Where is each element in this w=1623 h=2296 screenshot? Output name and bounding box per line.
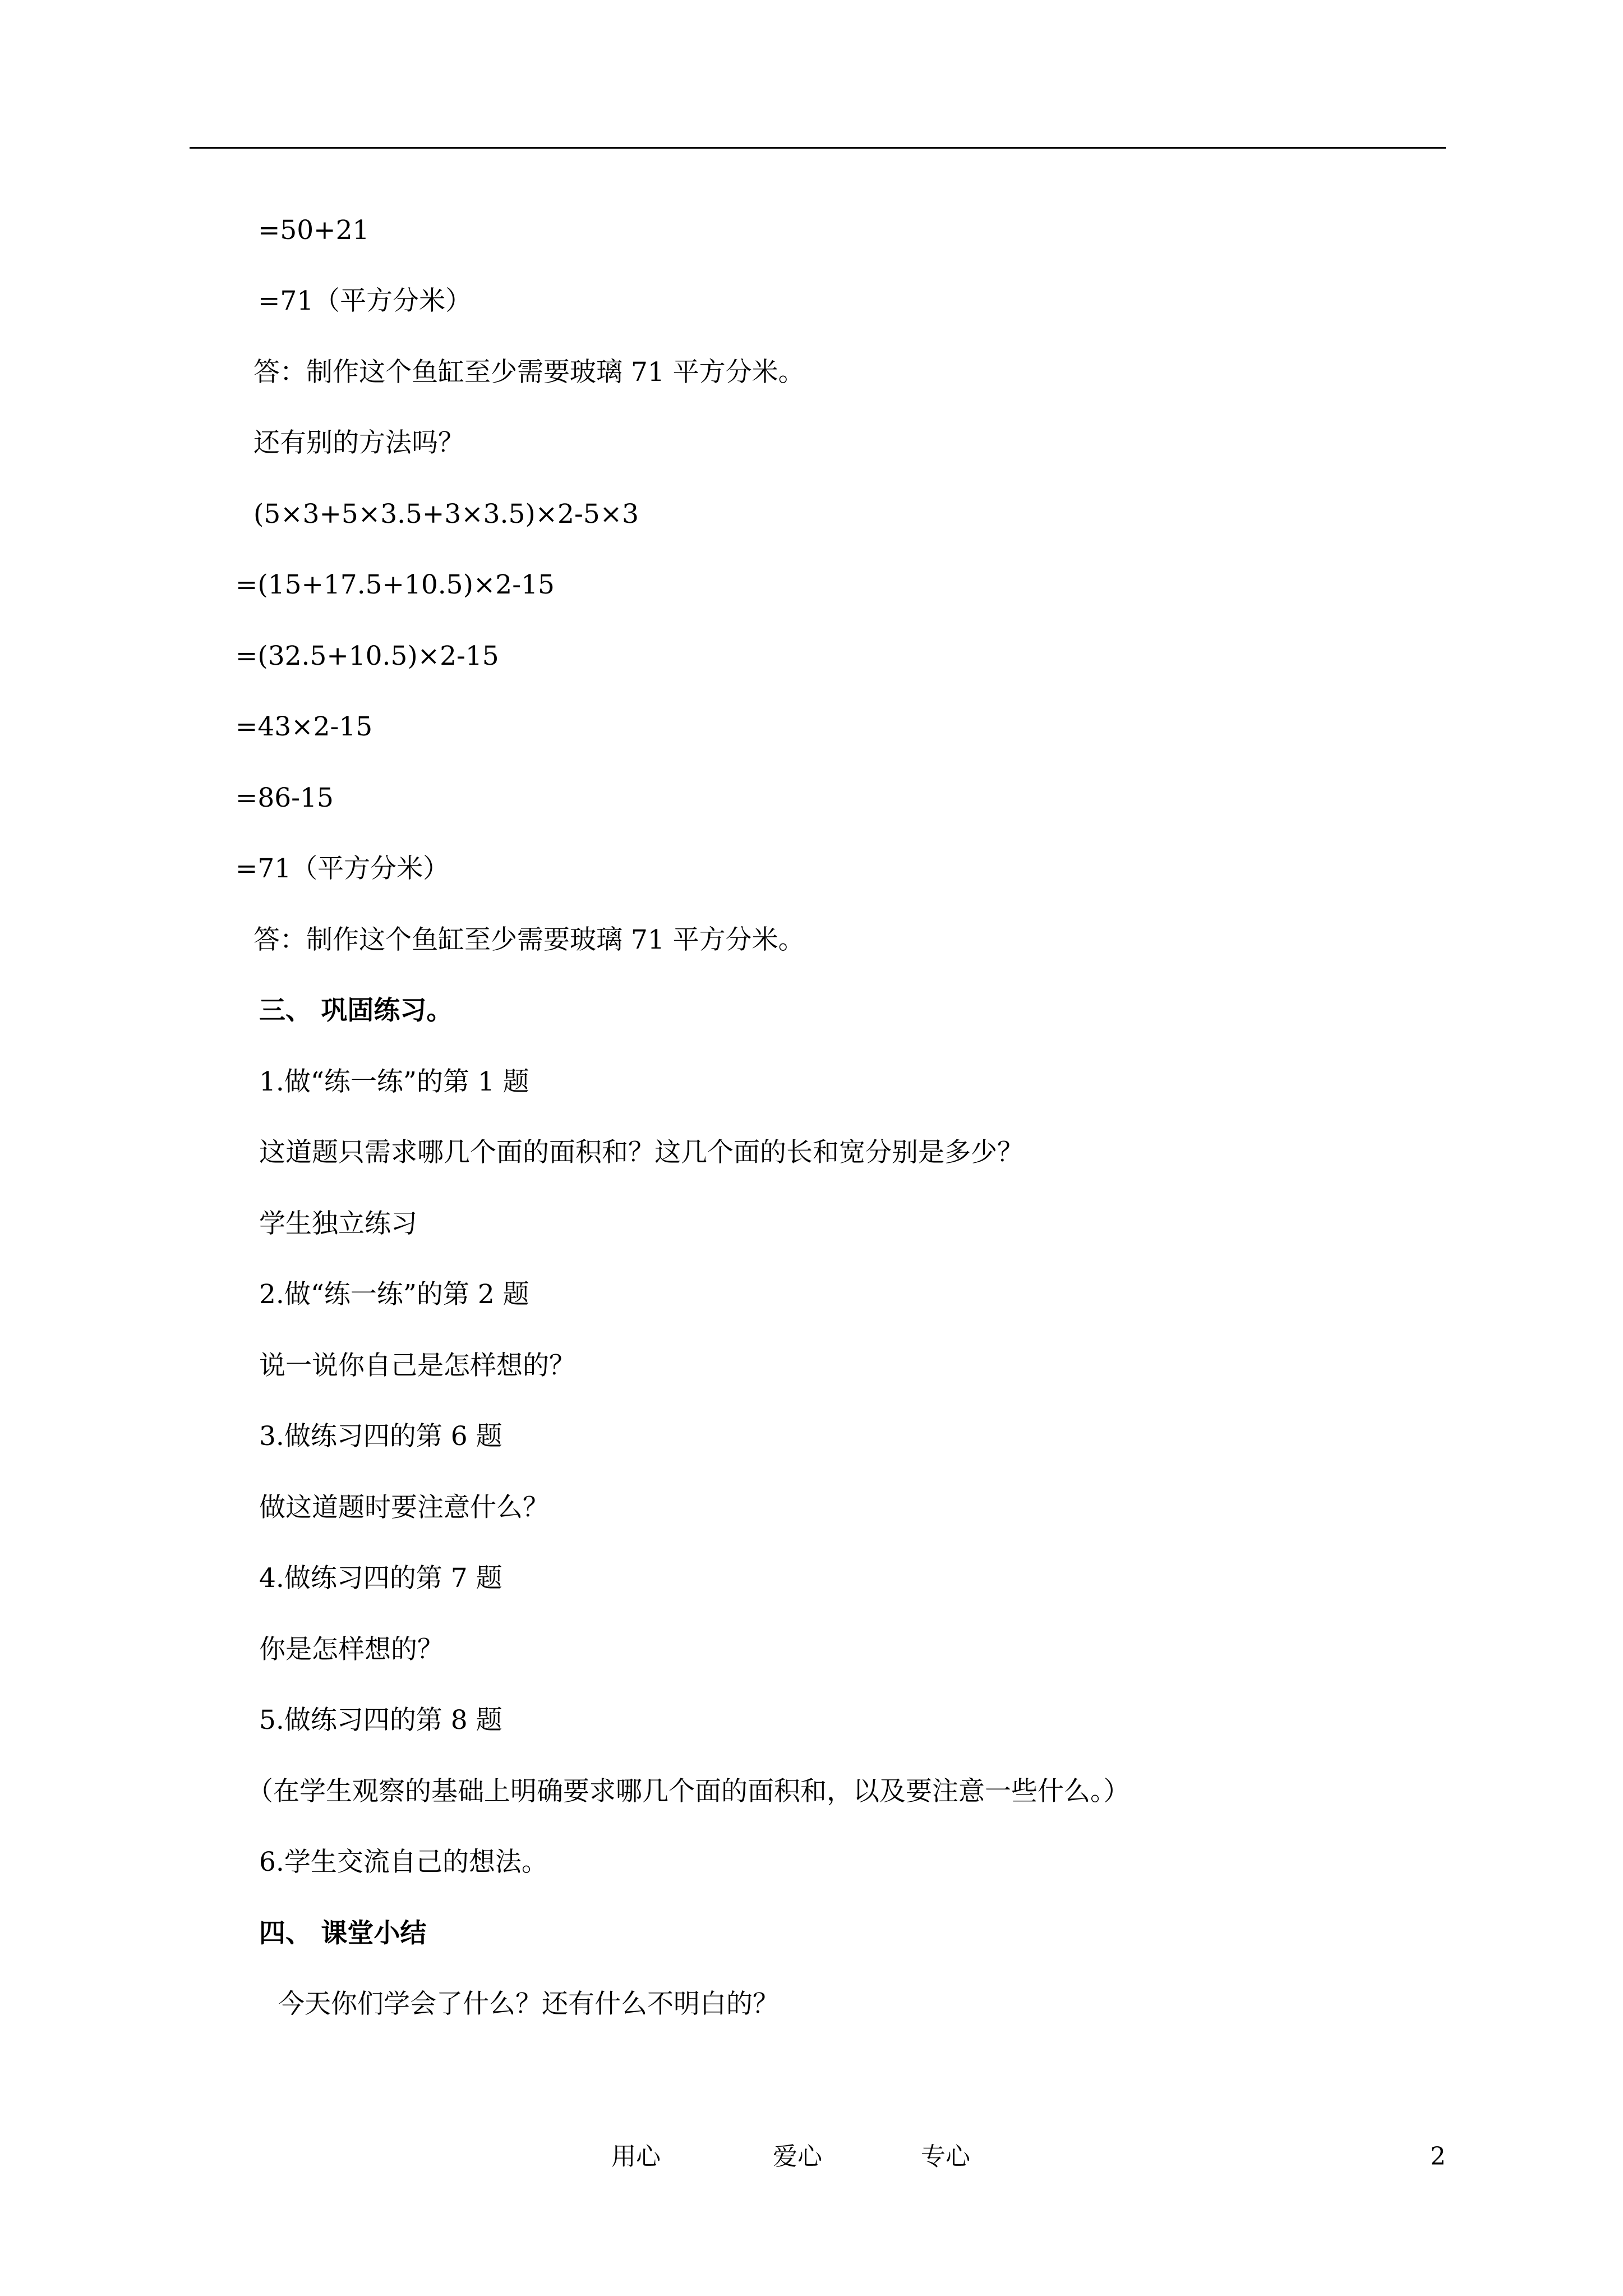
calc-line-3: (5×3+5×3.5+3×3.5)×2-5×3 <box>253 499 639 530</box>
exercise-2-question: 说一说你自己是怎样想的？ <box>259 1350 575 1381</box>
exercise-5-note: （在学生观察的基础上明确要求哪几个面的面积和，以及要注意一些什么。） <box>247 1776 1130 1807</box>
exercise-6: 6.学生交流自己的想法。 <box>259 1847 548 1878</box>
calc-line-8: =71（平方分米） <box>236 853 450 884</box>
question-other-method: 还有别的方法吗？ <box>253 427 464 458</box>
exercise-3-question: 做这道题时要注意什么？ <box>259 1492 549 1523</box>
answer-line-2: 答：制作这个鱼缸至少需要玻璃 71 平方分米。 <box>253 924 805 955</box>
exercise-1-note: 学生独立练习 <box>259 1208 417 1239</box>
calc-line-4: =(15+17.5+10.5)×2-15 <box>236 569 555 600</box>
exercise-2: 2.做“练一练”的第 2 题 <box>259 1279 529 1310</box>
calc-line-6: =43×2-15 <box>236 711 373 742</box>
exercise-5: 5.做练习四的第 8 题 <box>259 1705 502 1736</box>
calc-line-1: =50+21 <box>258 215 370 246</box>
footer-motto-2: 爱心 <box>773 2142 822 2171</box>
footer-motto-1: 用心 <box>611 2142 661 2171</box>
answer-line-1: 答：制作这个鱼缸至少需要玻璃 71 平方分米。 <box>253 357 805 388</box>
exercise-1-question: 这道题只需求哪几个面的面积和？这几个面的长和宽分别是多少？ <box>259 1137 1023 1168</box>
footer-motto-3: 专心 <box>921 2142 970 2171</box>
exercise-1: 1.做“练一练”的第 1 题 <box>259 1066 529 1097</box>
exercise-4: 4.做练习四的第 7 题 <box>259 1563 502 1594</box>
header-rule <box>190 147 1446 149</box>
section-heading-summary: 四、 课堂小结 <box>259 1918 427 1949</box>
summary-question: 今天你们学会了什么？还有什么不明白的？ <box>278 1989 779 2019</box>
calc-line-5: =(32.5+10.5)×2-15 <box>236 641 499 671</box>
calc-line-7: =86-15 <box>236 783 334 813</box>
exercise-4-question: 你是怎样想的？ <box>259 1634 444 1665</box>
page-number: 2 <box>1430 2142 1446 2171</box>
exercise-3: 3.做练习四的第 6 题 <box>259 1421 502 1452</box>
section-heading-practice: 三、 巩固练习。 <box>259 995 453 1026</box>
calc-line-2: =71（平方分米） <box>258 286 472 316</box>
